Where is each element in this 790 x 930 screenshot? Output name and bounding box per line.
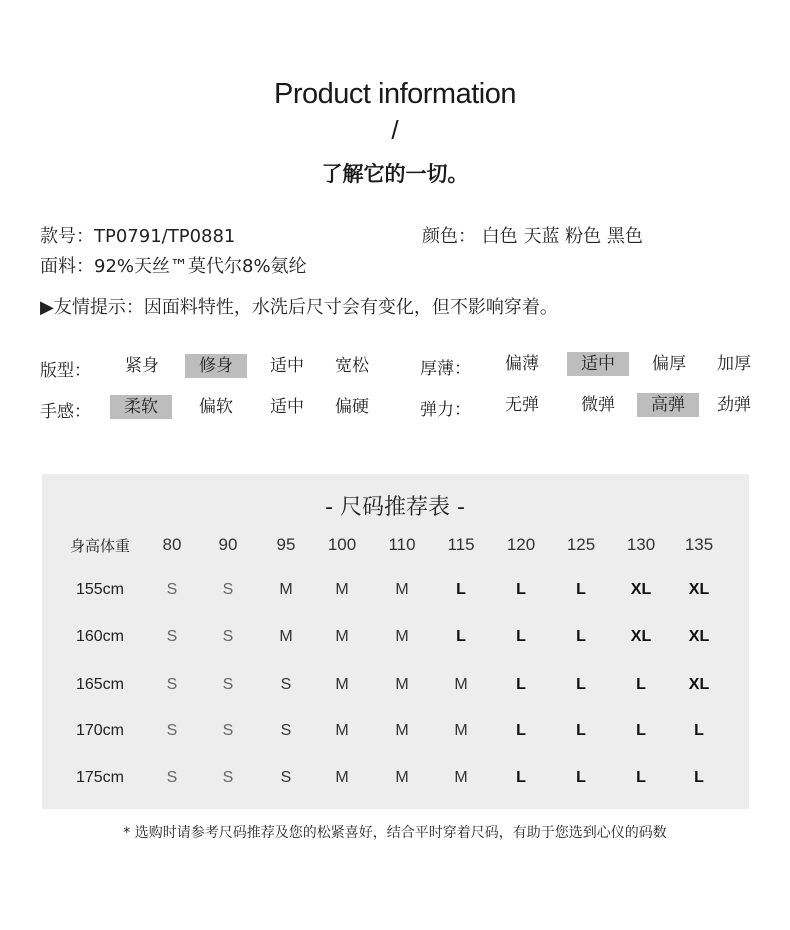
size-cell: L (576, 628, 586, 645)
size-cell: S (166, 676, 178, 693)
height-label: 155cm (75, 581, 125, 598)
feel-option-4: 偏硬 (335, 397, 369, 417)
title-divider: / (391, 115, 399, 145)
height-label: 175cm (75, 769, 125, 786)
thickness-label: 厚薄： (420, 359, 471, 379)
fit-option-3: 适中 (270, 356, 304, 376)
height-label: 160cm (75, 628, 125, 645)
size-cell: M (395, 628, 409, 645)
size-cell: XL (630, 628, 652, 645)
size-cell: S (166, 628, 178, 645)
weight-header: 80 (162, 535, 182, 554)
fit-option-4: 宽松 (335, 356, 369, 376)
page-subtitle: 了解它的一切。 (321, 162, 469, 186)
color-options: 颜色： 白色 天蓝 粉色 黑色 (422, 226, 643, 247)
elasticity-option-2: 微弹 (581, 395, 615, 415)
weight-header: 115 (447, 535, 475, 554)
thickness-option-4: 加厚 (717, 354, 751, 374)
size-cell: L (516, 722, 526, 739)
size-cell: L (694, 722, 704, 739)
size-cell: M (454, 676, 468, 693)
size-cell: M (279, 628, 293, 645)
weight-header: 135 (684, 535, 714, 554)
thickness-option-2: 适中 (567, 352, 629, 376)
size-cell: M (454, 722, 468, 739)
feel-label: 手感： (40, 402, 91, 422)
size-cell: M (335, 676, 349, 693)
size-cell: L (516, 628, 526, 645)
fit-option-1: 紧身 (125, 356, 159, 376)
size-cell: XL (688, 676, 710, 693)
fit-option-2: 修身 (185, 354, 247, 378)
size-cell: M (335, 769, 349, 786)
size-chart-title: - 尺码推荐表 - (325, 495, 465, 520)
weight-header: 130 (626, 535, 656, 554)
size-cell: L (576, 581, 586, 598)
thickness-option-3: 偏厚 (652, 354, 686, 374)
size-cell: L (576, 769, 586, 786)
height-label: 170cm (75, 722, 125, 739)
weight-header: 110 (388, 535, 416, 554)
size-cell: M (335, 722, 349, 739)
size-cell: S (166, 722, 178, 739)
feel-option-3: 适中 (270, 397, 304, 417)
elasticity-option-3: 高弹 (637, 393, 699, 417)
size-cell: S (222, 581, 234, 598)
size-cell: S (222, 722, 234, 739)
size-cell: S (166, 581, 178, 598)
weight-header: 125 (566, 535, 596, 554)
size-cell: M (395, 676, 409, 693)
size-cell: XL (630, 581, 652, 598)
size-cell: M (454, 769, 468, 786)
size-cell: L (516, 676, 526, 693)
page-title: Product information (274, 78, 516, 110)
size-cell: S (280, 769, 292, 786)
size-cell: L (576, 722, 586, 739)
size-cell: M (395, 581, 409, 598)
weight-header: 95 (276, 535, 296, 554)
size-cell: L (636, 722, 646, 739)
size-cell: L (516, 581, 526, 598)
size-cell: L (636, 769, 646, 786)
size-cell: S (280, 676, 292, 693)
size-cell: L (694, 769, 704, 786)
footnote: * 选购时请参考尺码推荐及您的松紧喜好，结合平时穿着尺码，有助于您选到心仪的码数 (123, 825, 667, 841)
weight-header: 100 (327, 535, 357, 554)
size-cell: M (279, 581, 293, 598)
size-cell: S (280, 722, 292, 739)
size-cell: L (456, 628, 466, 645)
size-cell: L (516, 769, 526, 786)
elasticity-label: 弹力： (420, 400, 471, 420)
elasticity-option-1: 无弹 (505, 395, 539, 415)
care-tip: ▶友情提示：因面料特性，水洗后尺寸会有变化，但不影响穿着。 (40, 297, 558, 318)
size-cell: L (456, 581, 466, 598)
size-cell: L (636, 676, 646, 693)
size-cell: S (222, 628, 234, 645)
weight-header: 90 (218, 535, 238, 554)
height-label: 165cm (75, 676, 125, 693)
size-cell: S (166, 769, 178, 786)
feel-option-2: 偏软 (199, 397, 233, 417)
size-cell: S (222, 676, 234, 693)
size-cell: M (335, 628, 349, 645)
fabric-info: 面料：92%天丝™莫代尔8%氨纶 (40, 256, 307, 277)
size-cell: S (222, 769, 234, 786)
fit-label: 版型： (40, 361, 91, 381)
size-cell: M (335, 581, 349, 598)
size-cell: XL (688, 581, 710, 598)
style-number: 款号：TP0791/TP0881 (40, 226, 236, 247)
feel-option-1: 柔软 (110, 395, 172, 419)
size-cell: M (395, 722, 409, 739)
size-cell: XL (688, 628, 710, 645)
elasticity-option-4: 劲弹 (717, 395, 751, 415)
weight-header: 120 (506, 535, 536, 554)
size-cell: M (395, 769, 409, 786)
size-cell: L (576, 676, 586, 693)
corner-label: 身高体重 (69, 537, 130, 555)
thickness-option-1: 偏薄 (505, 354, 539, 374)
